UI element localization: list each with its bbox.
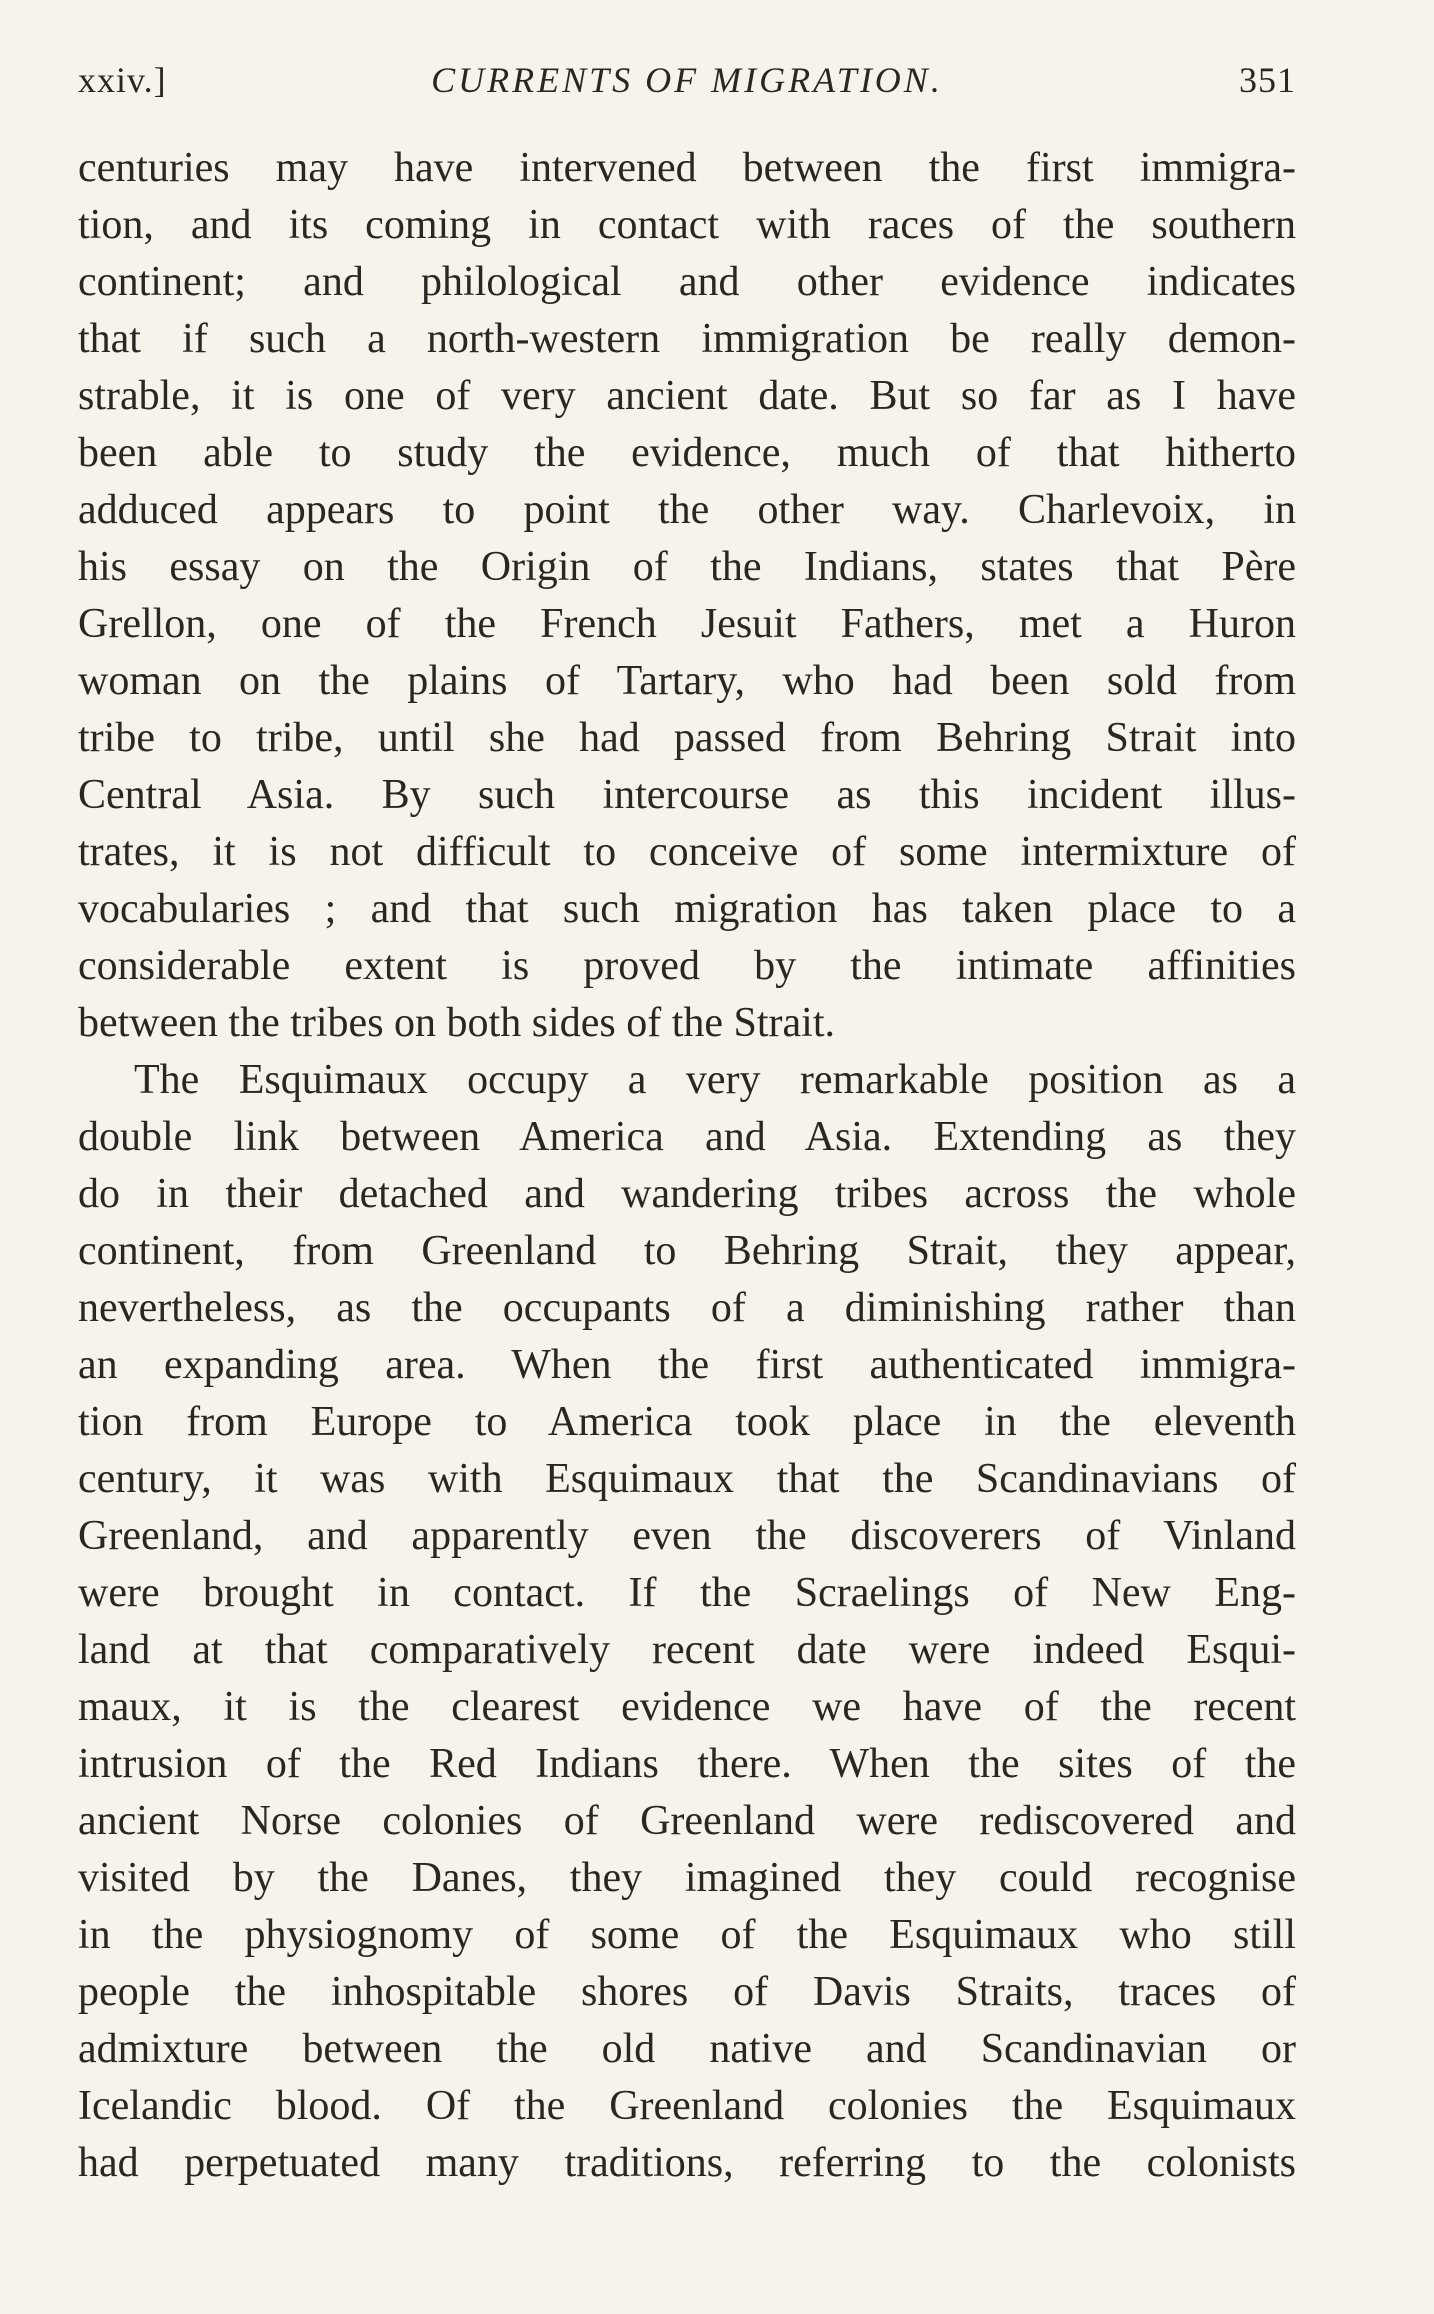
- text-line: tribe to tribe, until she had passed from Behring Strait into: [78, 715, 1296, 761]
- text-line: Icelandic blood. Of the Greenland colonies the Esquimaux: [78, 2083, 1296, 2129]
- text-line: considerable extent is proved by the intimate affinities: [78, 943, 1296, 989]
- text-line: his essay on the Origin of the Indians, states that Père: [78, 544, 1296, 590]
- text-line: Grellon, one of the French Jesuit Fathers, met a Huron: [78, 601, 1296, 647]
- text-line: been able to study the evidence, much of that hitherto: [78, 430, 1296, 476]
- text-line: century, it was with Esquimaux that the Scandinavians of: [78, 1456, 1296, 1502]
- text-line: land at that comparatively recent date were indeed Esqui-: [78, 1627, 1296, 1673]
- text-line: Central Asia. By such intercourse as this incident illus-: [78, 772, 1296, 818]
- chapter-number: xxiv.]: [78, 60, 167, 100]
- text-line: centuries may have intervened between the first immigra-: [78, 145, 1296, 191]
- text-line: maux, it is the clearest evidence we have of the recent: [78, 1684, 1296, 1730]
- text-line: strable, it is one of very ancient date. But so far as I have: [78, 373, 1296, 419]
- text-line: in the physiognomy of some of the Esquimaux who still: [78, 1912, 1296, 1958]
- text-line: do in their detached and wandering tribes across the whole: [78, 1171, 1296, 1217]
- text-line: adduced appears to point the other way. Charlevoix, in: [78, 487, 1296, 533]
- text-line: nevertheless, as the occupants of a diminishing rather than: [78, 1285, 1296, 1331]
- text-line: Greenland, and apparently even the discoverers of Vinland: [78, 1513, 1296, 1559]
- body-text: [78, 140, 1296, 2192]
- text-line: an expanding area. When the first authenticated immigra-: [78, 1342, 1296, 1388]
- text-line: intrusion of the Red Indians there. When the sites of the: [78, 1741, 1296, 1787]
- text-line: trates, it is not difficult to conceive of some intermixture of: [78, 829, 1296, 875]
- text-line: continent; and philological and other evidence indicates: [78, 259, 1296, 305]
- chapter-title: CURRENTS OF MIGRATION.: [431, 60, 943, 100]
- text-line: that if such a north-western immigration be really demon-: [78, 316, 1296, 362]
- text-line: were brought in contact. If the Scraelings of New Eng-: [78, 1570, 1296, 1616]
- text-line: tion, and its coming in contact with races of the southern: [78, 202, 1296, 248]
- text-line: people the inhospitable shores of Davis Straits, traces of: [78, 1969, 1296, 2015]
- text-line: visited by the Danes, they imagined they could recognise: [78, 1855, 1296, 1901]
- page-number: 351: [1239, 60, 1296, 100]
- text-line: The Esquimaux occupy a very remarkable position as a: [134, 1057, 1296, 1103]
- text-line: continent, from Greenland to Behring Strait, they appear,: [78, 1228, 1296, 1274]
- text-line: between the tribes on both sides of the Strait.: [78, 1000, 836, 1046]
- running-head: [78, 52, 1296, 108]
- text-line: double link between America and Asia. Extending as they: [78, 1114, 1296, 1160]
- text-line: vocabularies ; and that such migration has taken place to a: [78, 886, 1296, 932]
- text-line: ancient Norse colonies of Greenland were rediscovered and: [78, 1798, 1296, 1844]
- text-line: admixture between the old native and Scandinavian or: [78, 2026, 1296, 2072]
- text-line: had perpetuated many traditions, referring to the colonists: [78, 2140, 1296, 2186]
- text-line: woman on the plains of Tartary, who had been sold from: [78, 658, 1296, 704]
- text-line: tion from Europe to America took place in the eleventh: [78, 1399, 1296, 1445]
